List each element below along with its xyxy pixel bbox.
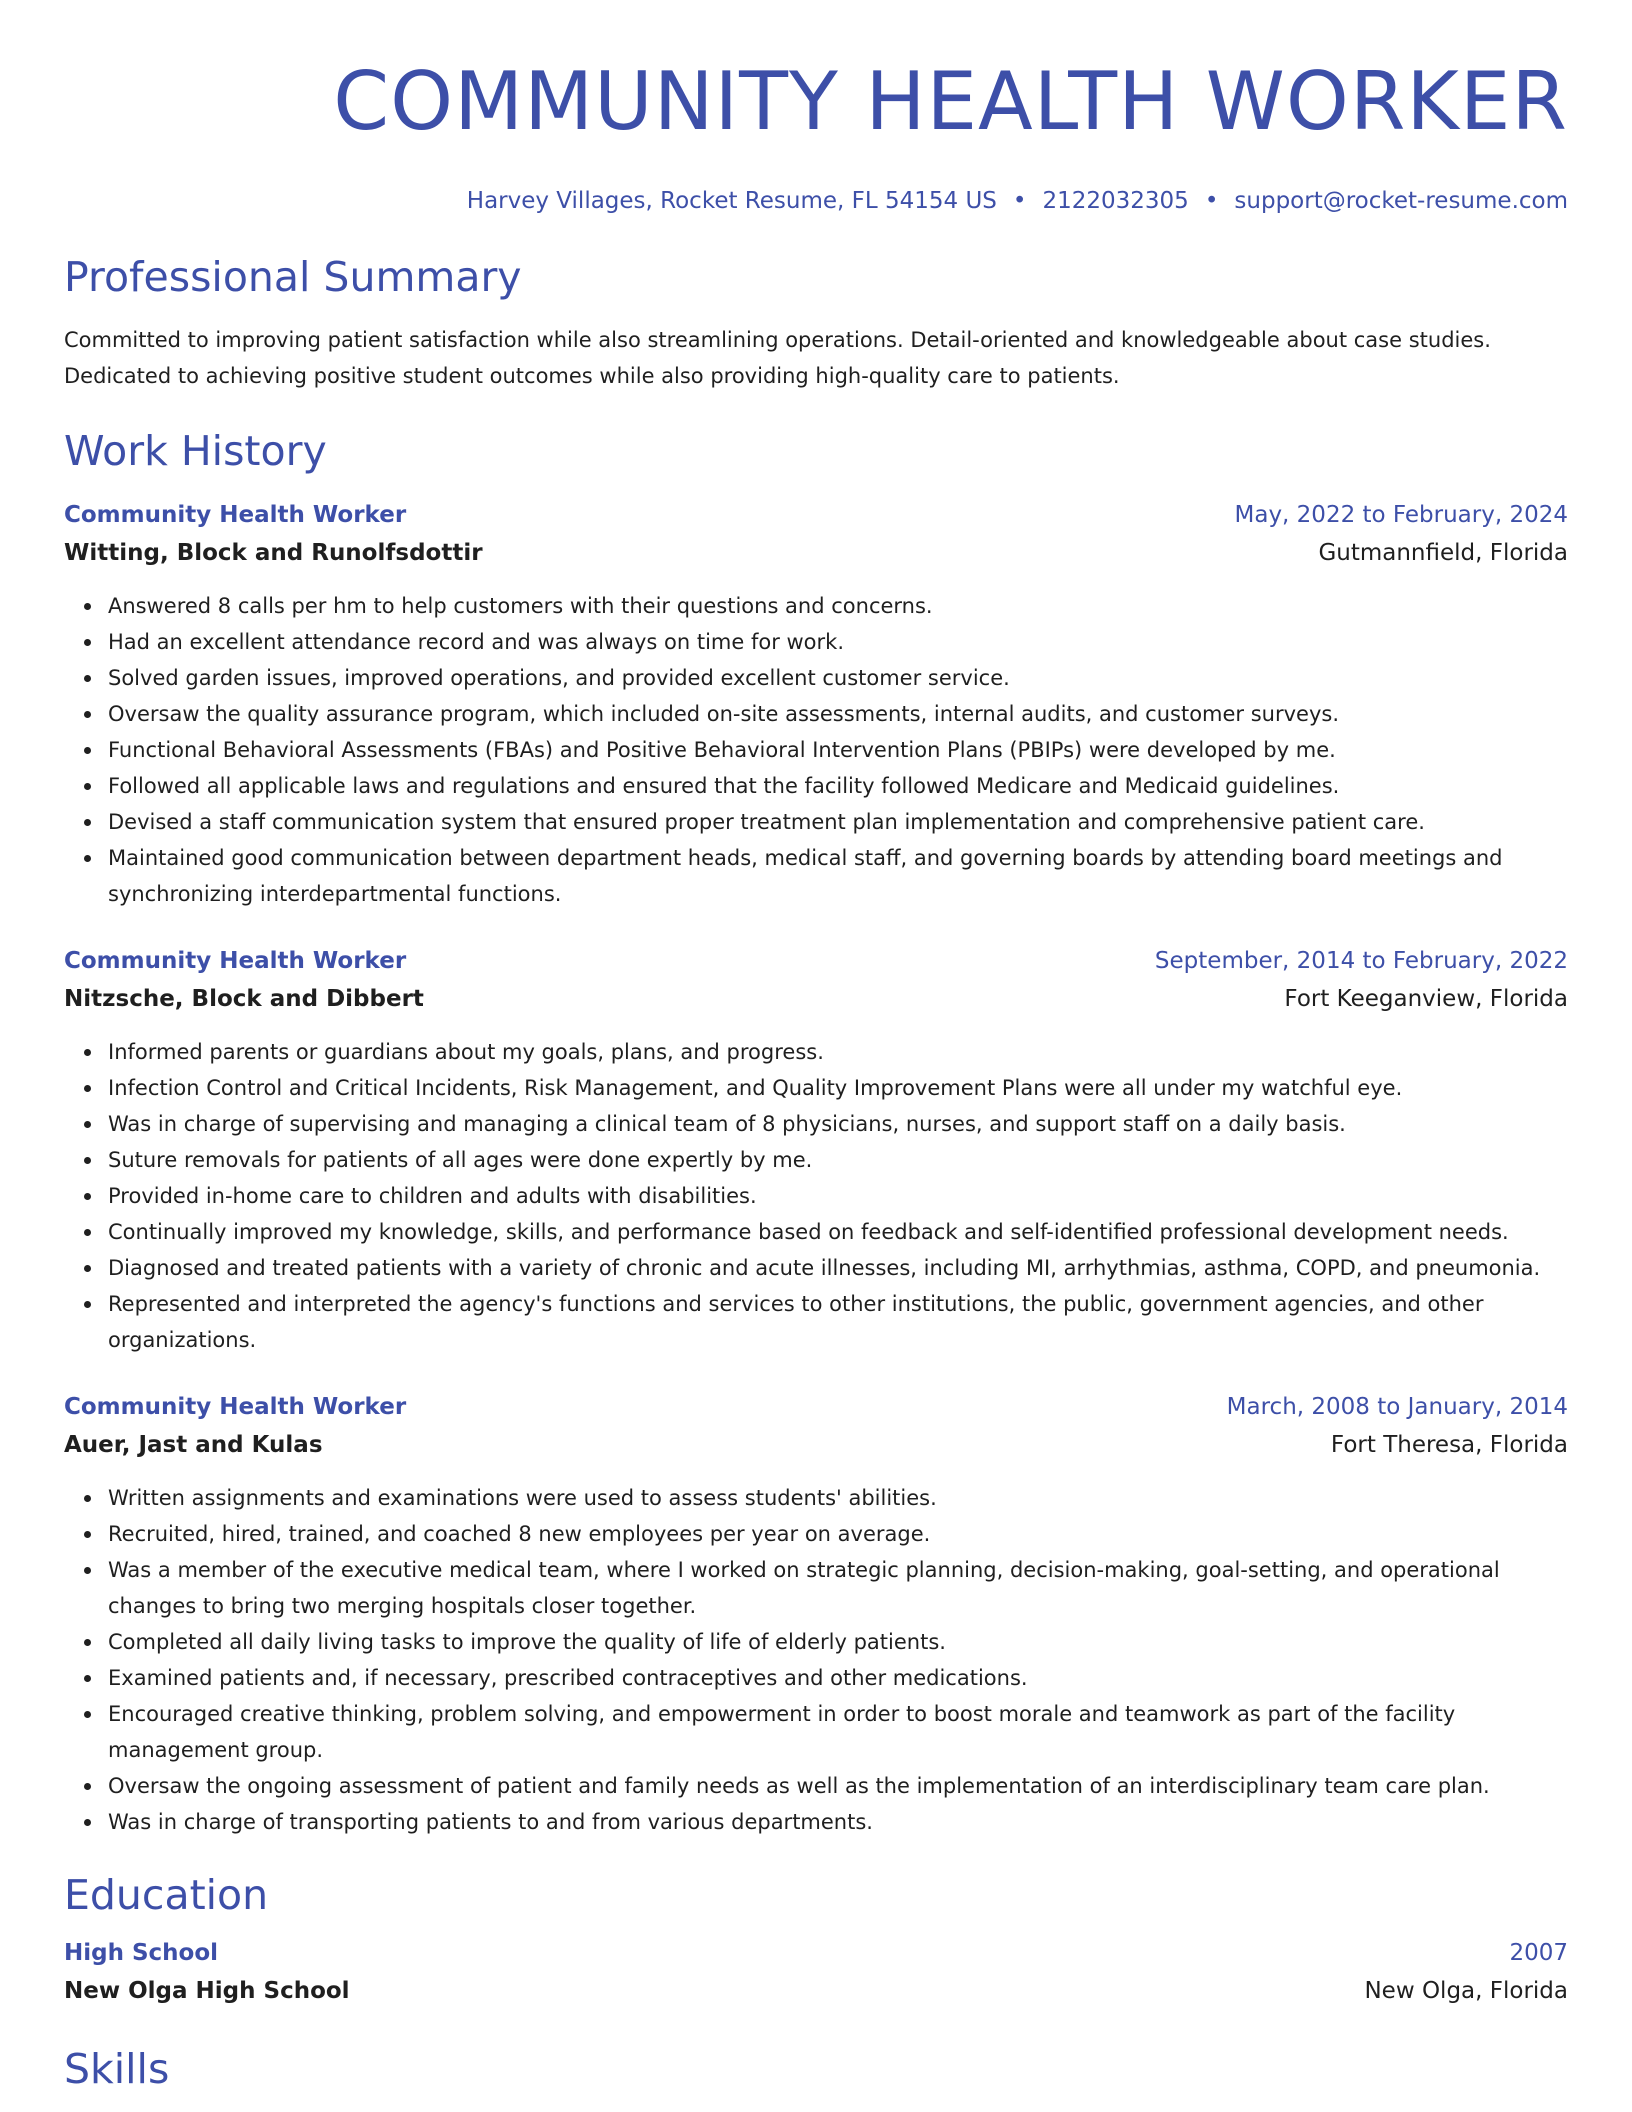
job-location: Gutmannfield, Florida <box>1318 540 1568 566</box>
job-bullet: Answered 8 calls per hm to help customers with their questions and concerns. <box>108 588 1568 624</box>
job-bullet: Was a member of the executive medical team, where I worked on strategic planning, decision-making, goal-setting, and operational changes to bring two merging hospitals closer together. <box>108 1552 1568 1624</box>
job-bullet-list <box>64 588 1568 912</box>
education-degree: High School <box>64 1940 219 1966</box>
job-dates: May, 2022 to February, 2024 <box>1234 502 1568 528</box>
job-location: Fort Keeganview, Florida <box>1284 986 1568 1012</box>
job-bullet: Continually improved my knowledge, skills, and performance based on feedback and self-identified professional development needs. <box>108 1214 1568 1250</box>
job-role: Community Health Worker <box>64 502 407 528</box>
job-header-row <box>64 942 1568 980</box>
job-bullet: Recruited, hired, trained, and coached 8 new employees per year on average. <box>108 1516 1568 1552</box>
contact-separator: • <box>1012 188 1027 214</box>
job-entry <box>64 496 1568 912</box>
job-dates: March, 2008 to January, 2014 <box>1226 1394 1568 1420</box>
job-bullet: Had an excellent attendance record and was always on time for work. <box>108 624 1568 660</box>
job-location: Fort Theresa, Florida <box>1330 1432 1568 1458</box>
job-role: Community Health Worker <box>64 1394 407 1420</box>
education-header-row <box>64 1934 1568 1972</box>
job-dates: September, 2014 to February, 2022 <box>1154 948 1568 974</box>
education-year: 2007 <box>1509 1940 1568 1966</box>
job-bullet: Suture removals for patients of all ages were done expertly by me. <box>108 1142 1568 1178</box>
job-header-row <box>64 1388 1568 1426</box>
work-history-list <box>64 496 1568 1840</box>
job-company: Witting, Block and Runolfsdottir <box>64 540 483 566</box>
job-bullet: Functional Behavioral Assessments (FBAs) and Positive Behavioral Intervention Plans (PBIPs) were developed by me. <box>108 732 1568 768</box>
job-bullet: Oversaw the ongoing assessment of patient and family needs as well as the implementation of an interdisciplinary team care plan. <box>108 1768 1568 1804</box>
job-bullet: Diagnosed and treated patients with a variety of chronic and acute illnesses, including MI, arrhythmias, asthma, COPD, and pneumonia. <box>108 1250 1568 1286</box>
resume-name-title: COMMUNITY HEALTH WORKER <box>333 55 1568 148</box>
education-entry <box>64 1934 1568 2010</box>
job-bullet-list <box>64 1034 1568 1358</box>
section-title-work-history: Work History <box>64 427 327 475</box>
section-title-skills: Skills <box>64 2045 170 2093</box>
job-company: Auer, Jast and Kulas <box>64 1432 323 1458</box>
job-bullet: Informed parents or guardians about my goals, plans, and progress. <box>108 1034 1568 1070</box>
job-company: Nitzsche, Block and Dibbert <box>64 986 424 1012</box>
education-school: New Olga High School <box>64 1978 350 2004</box>
section-title-education: Education <box>64 1871 269 1919</box>
contact-address: Harvey Villages, Rocket Resume, FL 54154 US <box>466 188 997 214</box>
summary-text: Committed to improving patient satisfaction while also streamlining operations. Detail-oriented and knowledgeable about case studies. Dedicated to achieving positive student outcomes while also providing high-quality care to patients. <box>64 328 1491 388</box>
job-entry <box>64 1388 1568 1840</box>
job-subheader-row <box>64 980 1568 1018</box>
job-subheader-row <box>64 534 1568 572</box>
job-bullet: Was in charge of transporting patients to and from various departments. <box>108 1804 1568 1840</box>
job-bullet: Maintained good communication between department heads, medical staff, and governing boards by attending board meetings and synchronizing interdepartmental functions. <box>108 840 1568 912</box>
contact-phone: 2122032305 <box>1042 188 1189 214</box>
job-bullet: Followed all applicable laws and regulations and ensured that the facility followed Medicare and Medicaid guidelines. <box>108 768 1568 804</box>
job-entry <box>64 942 1568 1358</box>
job-header-row <box>64 496 1568 534</box>
education-subheader-row <box>64 1972 1568 2010</box>
job-bullet: Provided in-home care to children and adults with disabilities. <box>108 1178 1568 1214</box>
job-bullet-list <box>64 1480 1568 1840</box>
contact-email: support@rocket-resume.com <box>1234 188 1568 214</box>
section-title-summary: Professional Summary <box>64 253 522 301</box>
contact-line <box>64 186 1568 216</box>
job-bullet: Infection Control and Critical Incidents, Risk Management, and Quality Improvement Plans were all under my watchful eye. <box>108 1070 1568 1106</box>
job-role: Community Health Worker <box>64 948 407 974</box>
job-bullet: Represented and interpreted the agency's functions and services to other institutions, the public, government agencies, and other organizations. <box>108 1286 1568 1358</box>
job-bullet: Written assignments and examinations were used to assess students' abilities. <box>108 1480 1568 1516</box>
job-bullet: Solved garden issues, improved operations, and provided excellent customer service. <box>108 660 1568 696</box>
contact-separator: • <box>1204 188 1219 214</box>
job-bullet: Completed all daily living tasks to improve the quality of life of elderly patients. <box>108 1624 1568 1660</box>
job-bullet: Oversaw the quality assurance program, which included on-site assessments, internal audits, and customer surveys. <box>108 696 1568 732</box>
job-bullet: Devised a staff communication system that ensured proper treatment plan implementation and comprehensive patient care. <box>108 804 1568 840</box>
job-bullet: Was in charge of supervising and managing a clinical team of 8 physicians, nurses, and support staff on a daily basis. <box>108 1106 1568 1142</box>
education-location: New Olga, Florida <box>1364 1978 1568 2004</box>
job-bullet: Examined patients and, if necessary, prescribed contraceptives and other medications. <box>108 1660 1568 1696</box>
job-subheader-row <box>64 1426 1568 1464</box>
job-bullet: Encouraged creative thinking, problem solving, and empowerment in order to boost morale and teamwork as part of the facility management group. <box>108 1696 1568 1768</box>
